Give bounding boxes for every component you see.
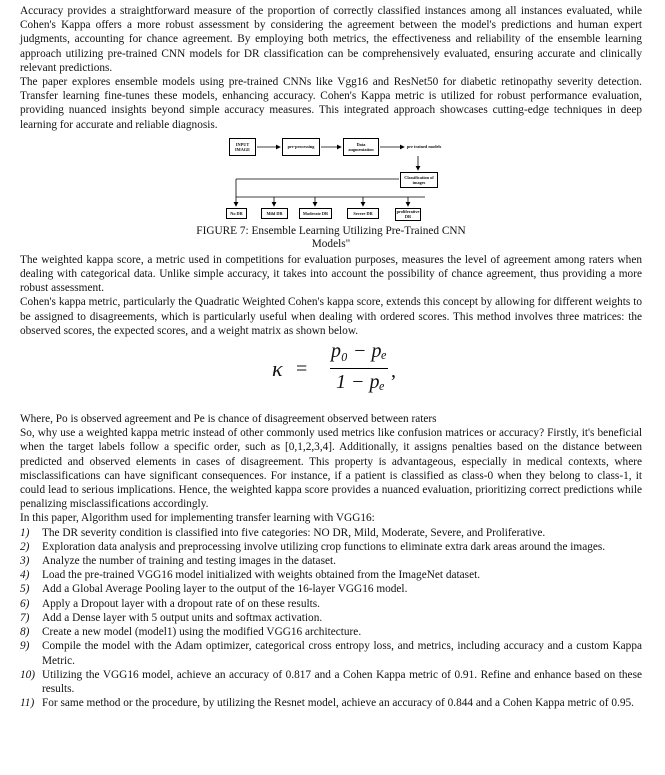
formula-equals: = <box>296 358 308 381</box>
figure-caption-wrap <box>20 225 642 251</box>
paper-page <box>20 4 642 710</box>
paragraph-ensemble-overview: The paper explores ensemble models using pre-trained CNNs like Vgg16 and ResNet50 for diabetic retinopathy severity detection. Transfer learning fine-tunes these models, enhancing accuracy. Cohen's Kappa metric is utilized for robust performance evaluation, providing nuanced insights beyond simple accuracy measures. This integrated approach showcases cutting-edge techniques in deep learning for accurate and reliable diagnosis. <box>20 76 642 131</box>
paragraph-weighted-kappa: The weighted kappa score, a metric used in competitions for evaluation purposes, measures the level of agreement among raters when dealing with categorical data. Unlike simple accuracy, it takes into account the possibility of chance agreement, thus providing a more robust assessment. <box>20 253 642 295</box>
formula-numerator: p₀ − pₑ <box>331 340 387 363</box>
list-item: 6) Apply a Dropout layer with a dropout rate of on these results. <box>20 597 320 610</box>
algorithm-steps <box>20 526 642 711</box>
box-classification: Classification of images <box>400 172 438 188</box>
list-item: 7) Add a Dense layer with 5 output units and softmax activation. <box>20 611 323 624</box>
formula-fraction-bar <box>330 368 388 369</box>
list-item: 5) Add a Global Average Pooling layer to the output of the 16-layer VGG16 model. <box>20 583 408 596</box>
paragraph-why-weighted-kappa: So, why use a weighted kappa metric instead of other commonly used metrics like confusion matrices or accuracy? Firstly, it's beneficial when the target labels follow a specific order, such as [0,1,2,3,4]. Additionally, it assigns penalties based on the distance between predicted and observed elements in cases of disagreement. This property is advantageous, especially in medical contexts, where misclassifications can have significant consequences. For instance, if a patient is classified as class-0 when they belong to class-1, it could lead to serious implications. Hence, the weighted kappa score provides a nuanced evaluation, prioritizing correct predictions while penalizing misclassifications accordingly. <box>20 427 642 511</box>
list-item: 11) For same method or the procedure, by utilizing the Resnet model, achieve an accuracy of 0.844 and a Cohen Kappa metric of 0.95. <box>20 697 634 710</box>
box-input-image: INPUT IMAGE <box>229 138 256 156</box>
list-item: 4) Load the pre-trained VGG16 model initialized with weights obtained from the ImageNet dataset. <box>20 569 481 582</box>
kappa-formula <box>20 338 642 398</box>
box-data-augmentation: Data augmentation <box>343 138 379 156</box>
paragraph-accuracy-kappa: Accuracy provides a straightforward measure of the proportion of correctly classified instances among all instances evaluated, while Cohen's Kappa offers a more robust assessment by considering the agreement between the model's predictions and human expert judgments, accounting for chance agreement. By employing both metrics, the effectiveness and reliability of the ensemble learning approach utilizing pre-trained CNN models for DR classification can be comprehensively evaluated, ensuring accurate and clinically relevant predictions. <box>20 5 642 74</box>
paragraph-where: Where, Po is observed agreement and Pe is chance of disagreement observed between raters <box>20 413 437 426</box>
box-severe-dr: Severe DR <box>347 208 379 219</box>
figure-caption: FIGURE 7: Ensemble Learning Utilizing Pre-Trained CNN Models" <box>196 224 466 251</box>
list-item: 10) Utilizing the VGG16 model, achieve an accuracy of 0.817 and a Cohen Kappa metric of 0.91. Refine and enhance based on these results. <box>20 668 642 695</box>
formula-denominator: 1 − pₑ <box>336 371 385 394</box>
formula-comma: , <box>391 360 396 383</box>
box-pretrained-models: pre trained models <box>406 138 442 156</box>
list-item: 3) Analyze the number of training and testing images in the dataset. <box>20 555 336 568</box>
ensemble-figure <box>20 136 642 251</box>
formula-kappa-symbol: κ <box>272 356 283 382</box>
box-no-dr: No DR <box>226 208 247 219</box>
box-moderate-dr: Moderate DR <box>299 208 332 219</box>
box-mild-dr: Mild DR <box>261 208 288 219</box>
box-proliferative-dr: proliferative DR <box>396 209 420 220</box>
list-item: 2) Exploration data analysis and preprocessing involve utilizing crop functions to eliminate extra dark areas around the images. <box>20 540 606 553</box>
list-item: 8) Create a new model (model1) using the modified VGG16 architecture. <box>20 626 362 639</box>
list-item: 1) The DR severity condition is classified into five categories: NO DR, Mild, Moderate, Severe, and Proliferative. <box>20 526 546 539</box>
paragraph-quadratic-kappa: Cohen's kappa metric, particularly the Quadratic Weighted Cohen's kappa score, extends this concept by allowing for different weights to be assigned to disagreements, which is particularly useful when dealing with ordered scores. This method involves three matrices: the observed scores, the expected scores, and a weight matrix as shown below. <box>20 296 642 337</box>
paragraph-algorithm-intro: In this paper, Algorithm used for implementing transfer learning with VGG16: <box>20 512 375 525</box>
box-preprocessing: pre-processing <box>282 138 320 156</box>
list-item: 9) Compile the model with the Adam optimizer, categorical cross entropy loss, and metrics, including accuracy and a custom Kappa Metric. <box>20 640 642 667</box>
